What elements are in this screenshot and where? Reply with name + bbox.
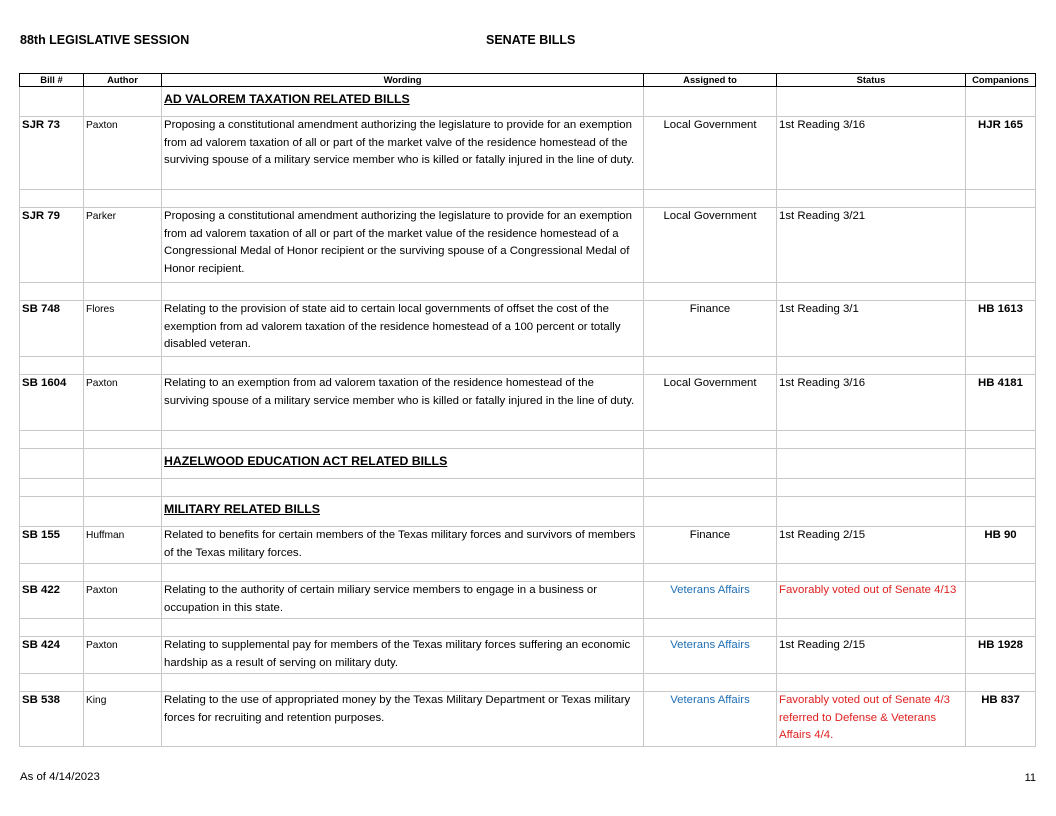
bill-status: Favorably voted out of Senate 4/3 referred to Defense & Veterans Affairs 4/4. [777,692,966,747]
table-row [20,301,1036,357]
bill-status: 1st Reading 2/15 [777,527,966,564]
spacer-row [20,283,1036,301]
bill-author: Huffman [84,527,162,564]
section-row [20,449,1036,479]
bill-companion: HB 4181 [966,375,1036,431]
bill-wording: Relating to the use of appropriated money by the Texas Military Department or Texas military forces for recruiting and retention purposes. [162,692,644,747]
bill-assigned: Veterans Affairs [644,692,777,747]
column-header-status: Status [777,74,966,87]
spacer-row [20,479,1036,497]
bill-author: Paxton [84,582,162,619]
bill-number: SB 155 [20,527,84,564]
bill-status: Favorably voted out of Senate 4/13 [777,582,966,619]
table-row [20,208,1036,283]
bill-wording: Related to benefits for certain members of the Texas military forces and survivors of members of the Texas military forces. [162,527,644,564]
bill-companion: HB 90 [966,527,1036,564]
table-row [20,375,1036,431]
bill-number: SB 422 [20,582,84,619]
column-header-author: Author [84,74,162,87]
bill-author: King [84,692,162,747]
bill-author: Parker [84,208,162,283]
table-row [20,637,1036,674]
bill-author: Paxton [84,637,162,674]
bills-table [19,73,1036,747]
bill-wording: Relating to an exemption from ad valorem taxation of the residence homestead of the surviving spouse of a military service member who is killed or fatally injured in the line of duty. [162,375,644,431]
bill-wording: Proposing a constitutional amendment authorizing the legislature to provide for an exemption from ad valorem taxation of all or part of the market valve of the residence homestead of the surviving spouse of a military service member who is killed or fatally injured in the line of duty. [162,117,644,190]
bill-companion: HB 837 [966,692,1036,747]
spacer-row [20,564,1036,582]
column-header-bill: Bill # [20,74,84,87]
bill-companion: HB 1928 [966,637,1036,674]
table-header-row [20,74,1036,87]
section-heading-military: MILITARY RELATED BILLS [162,497,644,527]
page-number: 11 [1024,772,1036,784]
bill-number: SB 1604 [20,375,84,431]
section-row [20,497,1036,527]
bill-number: SB 538 [20,692,84,747]
bill-wording: Relating to the authority of certain miliary service members to engage in a business or occupation in this state. [162,582,644,619]
spacer-row [20,431,1036,449]
bill-companion: HJR 165 [966,117,1036,190]
column-header-wording: Wording [162,74,644,87]
bill-assigned: Finance [644,527,777,564]
bill-number: SB 424 [20,637,84,674]
column-header-assigned: Assigned to [644,74,777,87]
bill-assigned: Local Government [644,208,777,283]
column-header-companions: Companions [966,74,1036,87]
bill-status: 1st Reading 3/16 [777,375,966,431]
bill-companion: HB 1613 [966,301,1036,357]
bill-assigned: Finance [644,301,777,357]
bill-number: SB 748 [20,301,84,357]
bill-author: Paxton [84,117,162,190]
spacer-row [20,190,1036,208]
bill-companion [966,582,1036,619]
spacer-row [20,674,1036,692]
bill-assigned: Local Government [644,117,777,190]
section-heading-ad-valorem: AD VALOREM TAXATION RELATED BILLS [162,87,644,117]
bill-author: Flores [84,301,162,357]
session-title: 88th LEGISLATIVE SESSION [20,33,190,47]
bill-wording: Proposing a constitutional amendment authorizing the legislature to provide for an exemption from ad valorem taxation of all or part of the market value of the residence homestead of a Congressional Medal of Honor recipient or the surviving spouse of a Congressional Medal of Honor recipient. [162,208,644,283]
bill-status: 1st Reading 2/15 [777,637,966,674]
spacer-row [20,619,1036,637]
table-row [20,117,1036,190]
bill-assigned: Veterans Affairs [644,582,777,619]
bill-number: SJR 73 [20,117,84,190]
bill-wording: Relating to supplemental pay for members of the Texas military forces suffering an economic hardship as a result of serving on military duty. [162,637,644,674]
table-row [20,692,1036,747]
bill-status: 1st Reading 3/16 [777,117,966,190]
bill-assigned: Veterans Affairs [644,637,777,674]
as-of-date: As of 4/14/2023 [20,771,100,783]
bill-companion [966,208,1036,283]
page-title: SENATE BILLS [486,33,576,47]
bill-status: 1st Reading 3/21 [777,208,966,283]
bill-number: SJR 79 [20,208,84,283]
bill-status: 1st Reading 3/1 [777,301,966,357]
section-row [20,87,1036,117]
spacer-row [20,357,1036,375]
table-row [20,527,1036,564]
bill-author: Paxton [84,375,162,431]
bill-assigned: Local Government [644,375,777,431]
table-row [20,582,1036,619]
section-heading-hazelwood: HAZELWOOD EDUCATION ACT RELATED BILLS [162,449,644,479]
bill-wording: Relating to the provision of state aid to certain local governments of offset the cost of the exemption from ad valorem taxation of the residence homestead of a 100 percent or totally disabled veteran. [162,301,644,357]
